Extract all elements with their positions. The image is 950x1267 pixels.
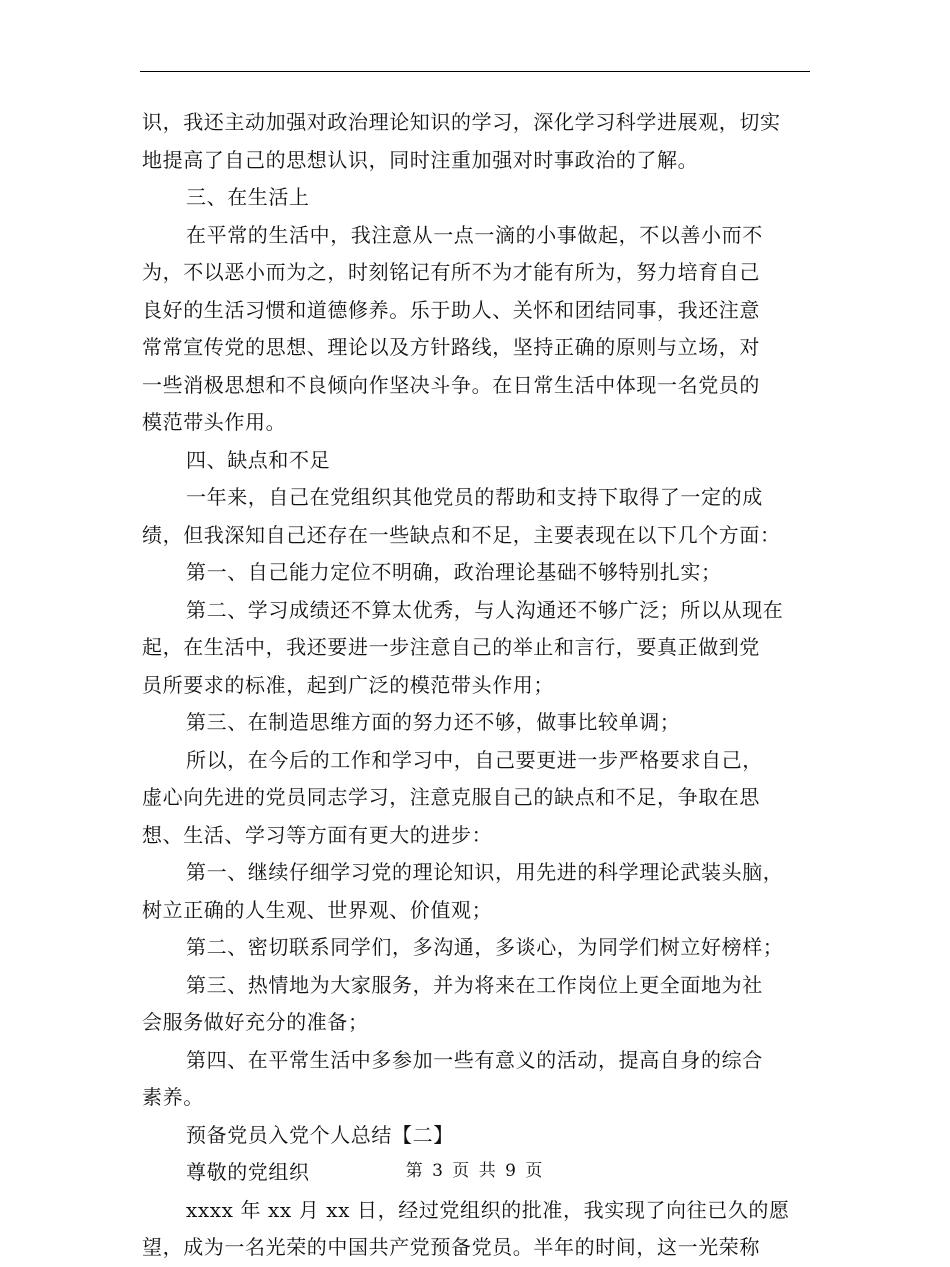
text-line: 第二、学习成绩还不算太优秀，与人沟通还不够广泛；所以从现在 xyxy=(186,597,784,622)
text-line: 第二、密切联系同学们，多沟通，多谈心，为同学们树立好榜样； xyxy=(186,935,784,959)
text-line: 四、缺点和不足 xyxy=(186,447,331,472)
text-line: 第四、在平常生活中多参加一些有意义的活动，提高自身的综合 xyxy=(186,1047,763,1072)
text-line: 绩，但我深知自己还存在一些缺点和不足，主要表现在以下几个方面： xyxy=(142,522,781,547)
text-line: 预备党员入党个人总结【二】 xyxy=(186,1122,454,1147)
text-line: 所以，在今后的工作和学习中，自己要更进一步严格要求自己， xyxy=(186,747,763,772)
text-line: 起，在生活中，我还要进一步注意自己的举止和言行，要真正做到党 xyxy=(142,635,760,659)
text-line: 尊敬的党组织 xyxy=(186,1160,310,1184)
header-divider xyxy=(140,71,810,72)
text-line: 在平常的生活中，我注意从一点一滴的小事做起，不以善小而不 xyxy=(186,222,763,247)
text-line: xxxx 年 xx 月 xx 日，经过党组织的批准，我实现了向往已久的愿 xyxy=(186,1197,790,1222)
text-line: 树立正确的人生观、世界观、价值观； xyxy=(142,897,493,922)
text-line: 模范带头作用。 xyxy=(142,410,287,434)
text-line: 第三、热情地为大家服务，并为将来在工作岗位上更全面地为社 xyxy=(186,972,763,997)
text-line: 第三、在制造思维方面的努力还不够，做事比较单调； xyxy=(186,710,681,734)
text-line: 一年来，自己在党组织其他党员的帮助和支持下取得了一定的成 xyxy=(186,485,763,509)
text-line: 素养。 xyxy=(142,1085,204,1109)
text-line: 良好的生活习惯和道德修养。乐于助人、关怀和团结同事，我还注意 xyxy=(142,297,760,322)
document-body xyxy=(142,104,810,1267)
text-line: 员所要求的标准，起到广泛的模范带头作用； xyxy=(142,672,554,697)
text-line: 第一、继续仔细学习党的理论知识，用先进的科学理论武装头脑， xyxy=(186,860,784,884)
page-number-footer: 第 3 页 共 9 页 xyxy=(405,1161,545,1181)
text-line: 识，我还主动加强对政治理论知识的学习，深化学习科学进展观，切实 xyxy=(142,110,781,134)
text-line: 第一、自己能力定位不明确，政治理论基础不够特别扎实； xyxy=(186,560,722,584)
text-line: 虚心向先进的党员同志学习，注意克服自己的缺点和不足，争取在思 xyxy=(142,785,760,809)
text-line: 三、在生活上 xyxy=(186,185,310,209)
text-line: 常常宣传党的思想、理论以及方针路线，坚持正确的原则与立场，对 xyxy=(142,335,760,359)
text-line: 为，不以恶小而为之，时刻铭记有所不为才能有所为，努力培育自己 xyxy=(142,260,760,284)
text-line: 想、生活、学习等方面有更大的进步： xyxy=(142,822,493,847)
text-line: 望，成为一名光荣的中国共产党预备党员。半年的时间，这一光荣称 xyxy=(142,1235,760,1259)
text-line: 会服务做好充分的准备； xyxy=(142,1010,369,1034)
text-line: 地提高了自己的思想认识，同时注重加强对时事政治的了解。 xyxy=(142,147,699,172)
text-line: 一些消极思想和不良倾向作坚决斗争。在日常生活中体现一名党员的 xyxy=(142,372,760,397)
